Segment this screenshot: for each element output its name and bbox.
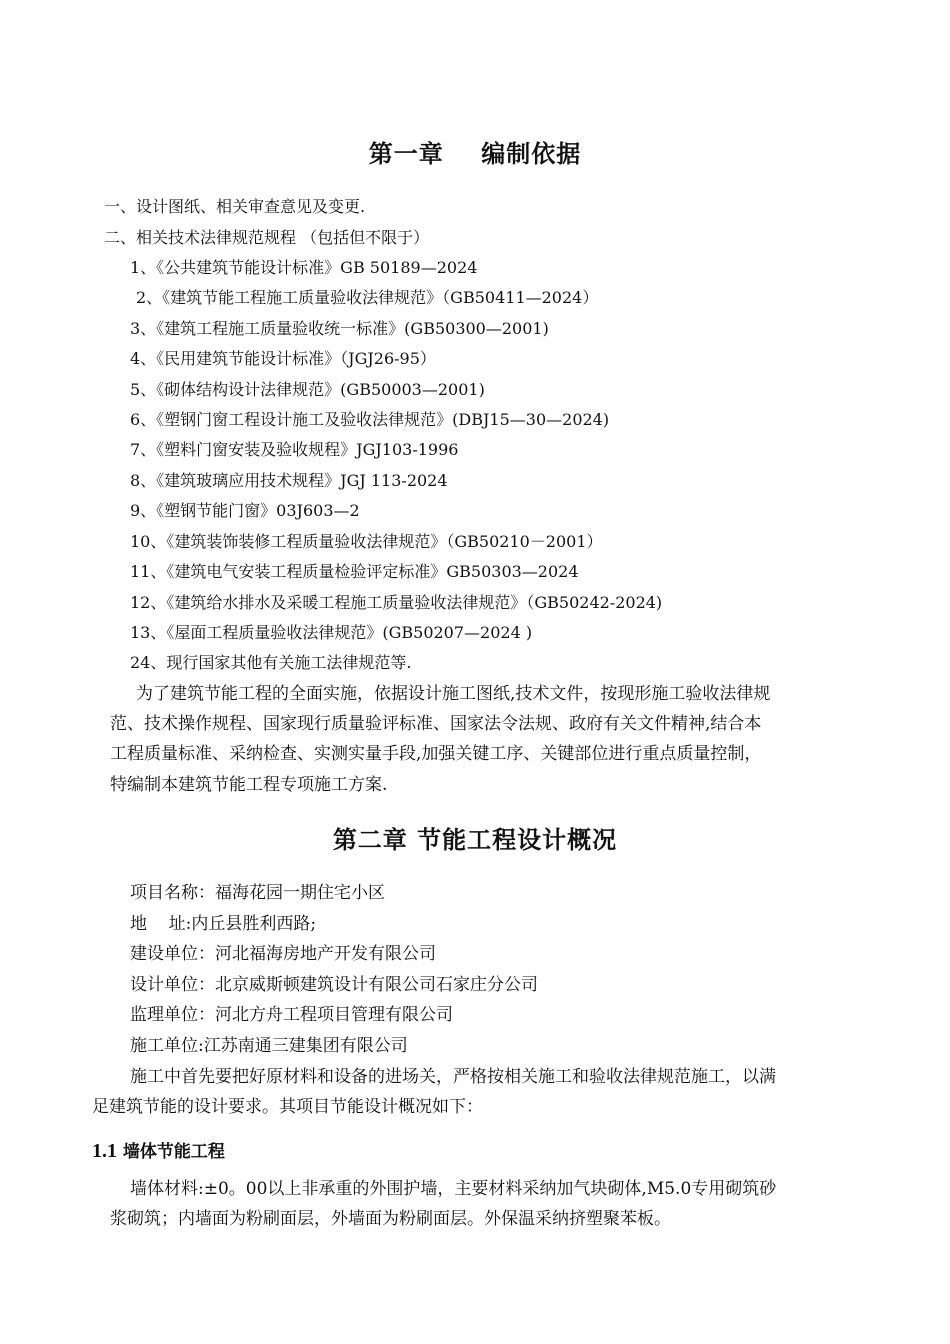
purpose-paragraph-line: 为了建筑节能工程的全面实施，依据设计施工图纸,技术文件，按现形施工验收法律规 <box>136 684 771 704</box>
basis-item-1: 一、设计图纸、相关审查意见及变更. <box>104 197 366 216</box>
standard-item: 6、《塑钢门窗工程设计施工及验收法律规范》(DBJ15—30—2024) <box>130 410 610 429</box>
project-info-line: 监理单位：河北方舟工程项目管理有限公司 <box>130 1005 453 1025</box>
standard-item: 3、《建筑工程施工质量验收统一标准》(GB50300—2001) <box>130 319 549 338</box>
intro-paragraph-line: 足建筑节能的设计要求。其项目节能设计概况如下： <box>92 1097 483 1117</box>
standard-item: 10、《建筑装饰装修工程质量验收法律规范》（GB50210－2001） <box>130 532 603 551</box>
purpose-paragraph-line: 特编制本建筑节能工程专项施工方案. <box>110 775 388 795</box>
standard-item: 8、《建筑玻璃应用技术规程》JGJ 113-2024 <box>130 471 448 490</box>
basis-item-2: 二、相关技术法律规范规程 （包括但不限于） <box>104 228 430 247</box>
chapter-1-title: 第一章 编制依据 <box>368 140 582 168</box>
chapter-2-title: 第二章 节能工程设计概况 <box>332 826 618 854</box>
project-info-line: 建设单位：河北福海房地产开发有限公司 <box>130 944 436 964</box>
purpose-paragraph-line: 工程质量标准、采纳检查、实测实量手段,加强关键工序、关键部位进行重点质量控制， <box>110 744 762 764</box>
wall-paragraph-line: 浆砌筑；内墙面为粉刷面层，外墙面为粉刷面层。外保温采纳挤塑聚苯板。 <box>110 1209 671 1229</box>
project-info-line: 施工单位:江苏南通三建集团有限公司 <box>130 1036 408 1056</box>
standard-item: 11、《建筑电气安装工程质量检验评定标准》GB50303—2024 <box>130 562 579 581</box>
standard-item: 24、现行国家其他有关施工法律规范等. <box>130 653 412 672</box>
intro-paragraph-line: 施工中首先要把好原材料和设备的进场关，严格按相关施工和验收法律规范施工，以满 <box>130 1067 776 1087</box>
project-info-line: 项目名称：福海花园一期住宅小区 <box>130 883 385 903</box>
section-title: 墙体节能工程 <box>117 1142 225 1162</box>
project-info-line: 设计单位：北京威斯顿建筑设计有限公司石家庄分公司 <box>130 975 538 995</box>
standard-item: 7、《塑料门窗安装及验收规程》JGJ103-1996 <box>130 440 459 459</box>
standard-item: 1、《公共建筑节能设计标准》GB 50189—2024 <box>130 258 478 277</box>
purpose-paragraph-line: 范、技术操作规程、国家现行质量验评标准、国家法令法规、政府有关文件精神,结合本 <box>110 714 762 734</box>
standard-item: 4、《民用建筑节能设计标准》（JGJ26-95） <box>130 349 436 368</box>
wall-paragraph-line: 墙体材料:±0。00以上非承重的外围护墙，主要材料采纳加气块砌体,M5.0专用砌筑砂 <box>130 1179 777 1199</box>
section-1-1-heading <box>92 1137 225 1163</box>
standard-item: 9、《塑钢节能门窗》03J603—2 <box>130 501 360 520</box>
standard-item: 2、《建筑节能工程施工质量验收法律规范》（GB50411—2024） <box>136 288 599 307</box>
section-number: 1.1 <box>92 1140 117 1162</box>
standard-item: 5、《砌体结构设计法律规范》(GB50003—2001) <box>130 380 485 399</box>
standard-item: 13、《屋面工程质量验收法律规范》(GB50207—2024 ) <box>130 623 533 642</box>
project-info-line: 地 址:内丘县胜利西路; <box>130 914 317 934</box>
standard-item: 12、《建筑给水排水及采暖工程施工质量验收法律规范》（GB50242-2024) <box>130 593 663 612</box>
